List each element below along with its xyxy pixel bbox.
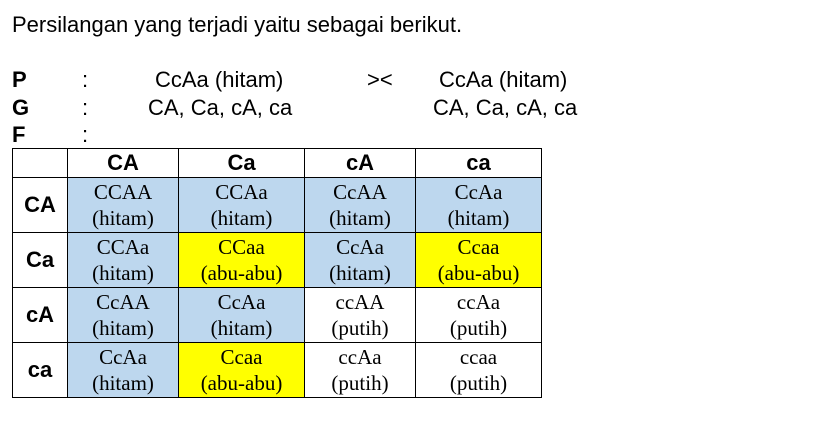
punnett-square bbox=[12, 148, 542, 398]
phenotype: (hitam) bbox=[210, 316, 273, 340]
genotype: CcAA bbox=[96, 290, 150, 314]
row-header: CA bbox=[13, 178, 68, 233]
phenotype: (hitam) bbox=[447, 206, 510, 230]
genotype: ccAa bbox=[338, 345, 382, 369]
gamete-left-list: CA, Ca, cA, ca bbox=[148, 95, 293, 120]
phenotype: (abu-abu) bbox=[437, 261, 520, 285]
table-row bbox=[13, 343, 542, 398]
genotype: CcAa bbox=[454, 180, 503, 204]
offspring-cell bbox=[179, 343, 305, 398]
parent-right-genotype: CcAa (hitam) bbox=[439, 67, 568, 92]
phenotype: (abu-abu) bbox=[200, 261, 283, 285]
parent-left-genotype: CcAa (hitam) bbox=[155, 67, 284, 92]
intro-text: Persilangan yang terjadi yaitu sebagai berikut. bbox=[12, 12, 463, 37]
offspring-cell bbox=[179, 233, 305, 288]
offspring-cell bbox=[68, 233, 179, 288]
offspring-cell bbox=[416, 178, 542, 233]
row-header: ca bbox=[13, 343, 68, 398]
genotype: CcAA bbox=[333, 180, 387, 204]
genotype: Ccaa bbox=[457, 235, 500, 259]
offspring-cell bbox=[68, 343, 179, 398]
col-header: Ca bbox=[179, 149, 305, 178]
offspring-cell bbox=[68, 178, 179, 233]
row-header: cA bbox=[13, 288, 68, 343]
gamete-right-list: CA, Ca, cA, ca bbox=[433, 95, 578, 120]
phenotype: (putih) bbox=[449, 316, 508, 340]
phenotype: (putih) bbox=[449, 371, 508, 395]
offspring-cell bbox=[305, 233, 416, 288]
cross-symbol: >< bbox=[367, 67, 393, 92]
offspring-cell bbox=[305, 343, 416, 398]
col-header: cA bbox=[305, 149, 416, 178]
table-row bbox=[13, 178, 542, 233]
phenotype: (hitam) bbox=[92, 371, 154, 395]
gamete-colon: : bbox=[82, 95, 89, 120]
offspring-cell bbox=[416, 233, 542, 288]
parent-label: P bbox=[12, 67, 27, 92]
corner-cell bbox=[13, 149, 68, 178]
offspring-cell bbox=[305, 178, 416, 233]
offspring-cell bbox=[179, 178, 305, 233]
genotype: ccaa bbox=[459, 345, 498, 369]
phenotype: (hitam) bbox=[92, 206, 154, 230]
genotype: CCAa bbox=[96, 235, 150, 259]
phenotype: (hitam) bbox=[210, 206, 273, 230]
offspring-cell bbox=[68, 288, 179, 343]
phenotype: (hitam) bbox=[329, 261, 391, 285]
phenotype: (hitam) bbox=[92, 316, 154, 340]
phenotype: (hitam) bbox=[329, 206, 391, 230]
genotype: CCAa bbox=[215, 180, 268, 204]
header-row bbox=[13, 149, 542, 178]
filial-label: F bbox=[12, 122, 26, 147]
genotype: CCaa bbox=[218, 235, 265, 259]
genotype: ccAa bbox=[456, 290, 501, 314]
phenotype: (putih) bbox=[331, 371, 389, 395]
genotype: CCAA bbox=[93, 180, 153, 204]
genotype: CcAa bbox=[336, 235, 384, 259]
offspring-cell bbox=[416, 343, 542, 398]
table-row bbox=[13, 233, 542, 288]
row-header: Ca bbox=[13, 233, 68, 288]
table-row bbox=[13, 288, 542, 343]
genotype: ccAA bbox=[335, 290, 385, 314]
phenotype: (putih) bbox=[331, 316, 389, 340]
gamete-label: G bbox=[12, 95, 30, 120]
genotype: CcAa bbox=[99, 345, 147, 369]
offspring-cell bbox=[305, 288, 416, 343]
genotype: Ccaa bbox=[220, 345, 263, 369]
filial-colon: : bbox=[82, 122, 89, 147]
col-header: CA bbox=[68, 149, 179, 178]
offspring-cell bbox=[416, 288, 542, 343]
col-header: ca bbox=[416, 149, 542, 178]
phenotype: (hitam) bbox=[92, 261, 154, 285]
offspring-cell bbox=[179, 288, 305, 343]
parent-colon: : bbox=[82, 67, 89, 92]
genotype: CcAa bbox=[217, 290, 266, 314]
phenotype: (abu-abu) bbox=[200, 371, 283, 395]
